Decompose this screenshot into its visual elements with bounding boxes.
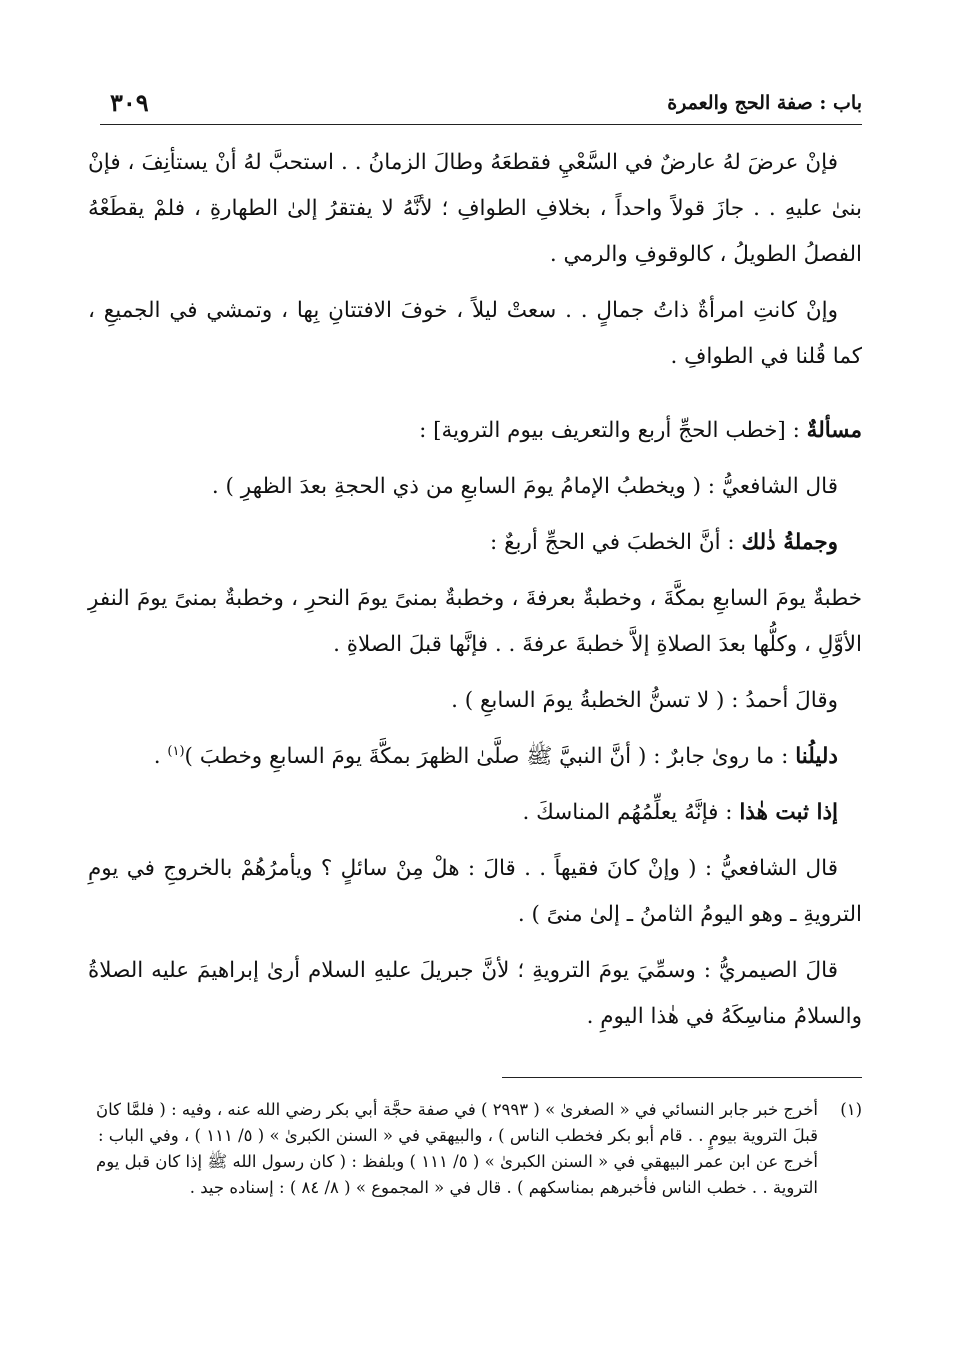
chapter-title: باب : صفة الحج والعمرة (667, 92, 862, 114)
footnote-number: (١) (840, 1100, 862, 1119)
paragraph: وإنْ كانتِ امرأةٌ ذاتُ جمالٍ . . سعتْ ليلاً ، خوفَ الافتتانِ بِها ، وتمشي في الجميعِ ، كما قُلنا في الطوافِ . (88, 298, 862, 369)
paragraph (88, 520, 862, 566)
footnotes (96, 1097, 862, 1201)
paragraph (88, 734, 862, 780)
page-header (100, 88, 862, 122)
paragraph (88, 790, 862, 836)
paragraph: قالَ الصيمريُّ : وسمِّيَ يومَ الترويةِ ؛ لأنَّ جبريلَ عليهِ السلام أرىٰ إبراهيمَ عليه الصلاةُ والسلامُ مناسِكَهُ في هٰذا اليومِ . (88, 958, 862, 1029)
paragraph: فإنْ عرضَ لهُ عارضٌ في السَّعْيِ فقطعَهُ وطالَ الزمانُ . . استحبَّ لهُ أنْ يستأنِفَ ، فإنْ بنىٰ عليهِ . . جازَ قولاً واحداً ، بخلافِ الطوافِ ؛ لأنَّهُ لا يفتقرُ إلىٰ الطهارةِ ، فلمْ يقطَعْهُ الفصلُ الطويلُ ، كالوقوفِ والرمي . (88, 150, 862, 267)
main-text (88, 140, 862, 1050)
paragraph-text: . (153, 744, 168, 769)
paragraph-text: : ما روىٰ جابرٌ : ( أنَّ النبيَّ ﷺ صلَّىٰ الظهرَ بمكَّةَ يومَ السابعِ وخطبَ ) (184, 744, 796, 769)
footnote-text: أخرج خبر جابر النسائي في « الصغرىٰ » ( ٢٩٩٣ ) في صفة حجَّة أبي بكر رضي الله عنه ، وفيه : ( فلمَّا كانَ قبلَ التروية بيومٍ . . قام أبو بكر فخطب الناس ) ، والبيهقي في « السنن الكبرىٰ » ( ٥/ ١١١ ) ، وفي الباب : (96, 1100, 818, 1145)
footnote (96, 1097, 862, 1149)
lead-label: وجملةُ ذٰلك (741, 530, 838, 555)
paragraph-text: : أنَّ الخطبَ في الحجِّ أربعٌ : (490, 530, 742, 555)
footnote-ref[interactable]: (١) (167, 743, 185, 759)
footnote-rule (502, 1077, 862, 1078)
lead-label: دليلُنا (795, 744, 838, 769)
paragraph: وقالَ أحمدُ : ( لا تسنُّ الخطبةُ يومَ السابعِ ) . (451, 688, 838, 713)
page-number: ٣٠٩ (110, 88, 149, 117)
header-rule (100, 124, 862, 125)
issue-heading (88, 408, 862, 454)
issue-label: مسألةٌ (806, 418, 862, 443)
paragraph: قال الشافعيُّ : ( وإنْ كانَ فقيهاً . . قالَ : هلْ مِنْ سائلٍ ؟ ويأمرُهُمْ بالخروجِ في يومِ الترويةِ ـ وهو اليومُ الثامنُ ـ إلىٰ منىً ) . (88, 856, 862, 927)
paragraph: خطبةٌ يومَ السابعِ بمكَّةَ ، وخطبةٌ بعرفةَ ، وخطبةٌ بمنىً يومَ النحرِ ، وخطبةٌ بمنىً يومَ النفرِ الأوَّلِ ، وكلُّها بعدَ الصلاةِ إلاَّ خطبةَ عرفةَ . . فإنَّها قبلَ الصلاةِ . (88, 586, 862, 657)
issue-title: : [خطب الحجِّ أربع والتعريف بيوم التروية] : (419, 418, 807, 443)
lead-label: إذا ثبت هٰذا (739, 800, 838, 825)
paragraph-text: : فإنَّهُ يعلِّمُهُم المناسكَ . (522, 800, 740, 825)
footnote-continuation: أخرج عن ابن عمر البيهقي في « السنن الكبرىٰ » ( ٥/ ١١١ ) وبلفظ : ( كان رسول الله ﷺ إذا كان قبل يوم التروية . . خطب الناس فأخبرهم بمناسكهم ) . قال في « المجموع » ( ٨/ ٨٤ ) : إسناده جيد . (96, 1152, 818, 1197)
paragraph: قال الشافعيُّ : ( ويخطبُ الإمامُ يومَ السابعِ من ذي الحجةِ بعدَ الظهرِ ) . (211, 474, 838, 499)
